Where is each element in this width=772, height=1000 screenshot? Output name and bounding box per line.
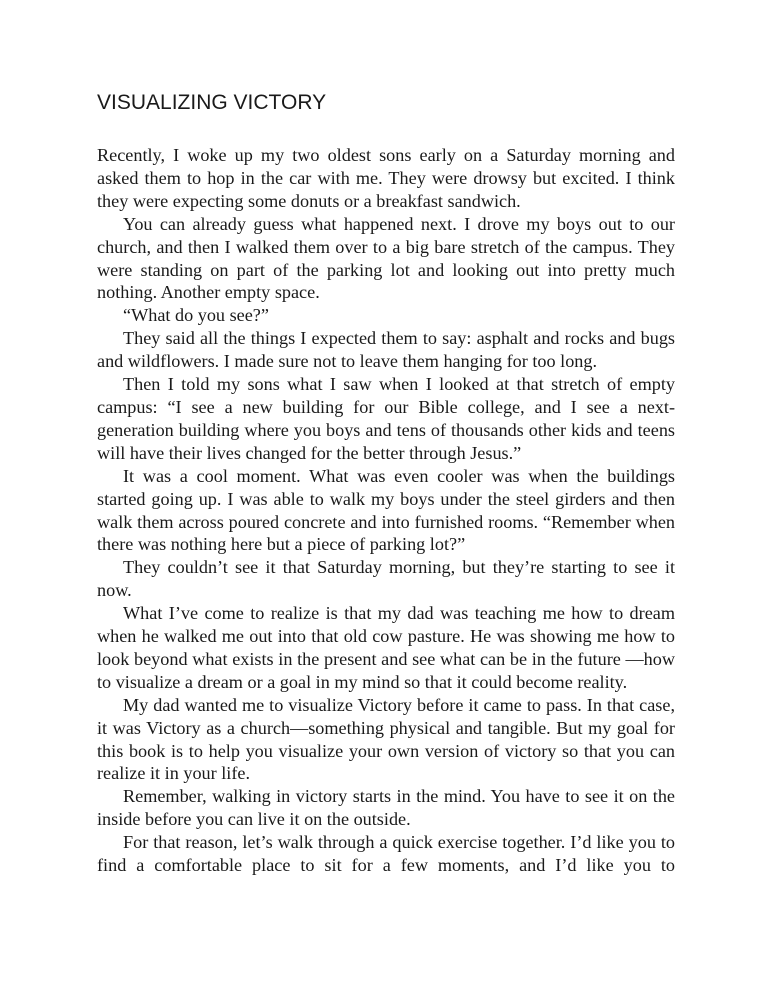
paragraph: For that reason, let’s walk through a quick exercise together. I’d like you to find a comfortable place to sit for a few moments, and I’d like you to [97,832,675,876]
paragraph: My dad wanted me to visualize Victory before it came to pass. In that case, it was Victory as a church—something physical and tangible. But my goal for this book is to help you visualize your own version of victory so that you can realize it in your life. [97,694,675,784]
paragraph: They couldn’t see it that Saturday morning, but they’re starting to see it now. [97,557,675,601]
paragraph: They said all the things I expected them to say: asphalt and rocks and bugs and wildflowers. I made sure not to leave them hanging for too long. [97,328,675,372]
paragraph: Remember, walking in victory starts in the mind. You have to see it on the inside before you can live it on the outside. [97,786,675,830]
paragraph: It was a cool moment. What was even cooler was when the buildings started going up. I was able to walk my boys under the steel girders and then walk them across poured concrete and into furnished rooms. “Remember when there was nothing here but a piece of parking lot?” [97,465,675,555]
paragraph: You can already guess what happened next. I drove my boys out to our church, and then I walked them over to a big bare stretch of the campus. They were standing on part of the parking lot and looking out into pretty much nothing. Another empty space. [97,213,675,303]
paragraph: What I’ve come to realize is that my dad was teaching me how to dream when he walked me out into that old cow pasture. He was showing me how to look beyond what exists in the present and see what can be in the future —how to visualize a dream or a goal in my mind so that it could become reality. [97,603,675,692]
page [97,88,675,877]
body-text [97,144,675,877]
paragraph: Then I told my sons what I saw when I looked at that stretch of empty campus: “I see a new building for our Bible college, and I see a next-generation building where you boys and tens of thousands other kids and teens will have their lives changed for the better through Jesus.” [97,374,675,463]
chapter-heading: VISUALIZING VICTORY [97,91,327,114]
paragraph: Recently, I woke up my two oldest sons early on a Saturday morning and asked them to hop in the car with me. They were drowsy but excited. I think they were expecting some donuts or a breakfast sandwich. [97,145,675,211]
paragraph: “What do you see?” [123,305,269,326]
